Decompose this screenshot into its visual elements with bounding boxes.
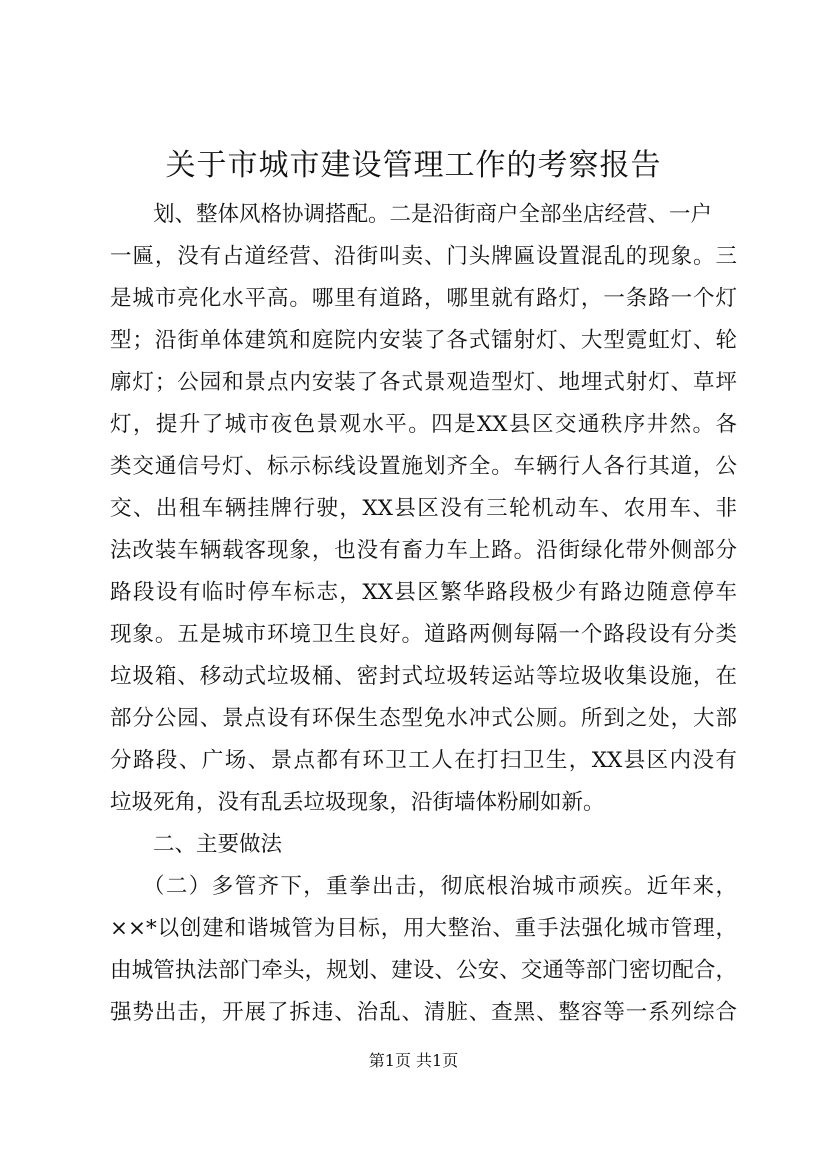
body-line-2: 一匾，没有占道经营、沿街叫卖、门头牌匾设置混乱的现象。三 [110,244,737,269]
section-heading: 二、主要做法 [153,832,283,857]
body-line-7: 类交通信号灯、标示标线设置施划齐全。车辆行人各行其道，公 [110,454,737,479]
body-line-17: （二）多管齐下，重拳出击，彻底根治城市顽疾。近年来， [143,874,737,899]
body-line-12: 垃圾箱、移动式垃圾桶、密封式垃圾转运站等垃圾收集设施，在 [110,664,737,689]
body-line-5: 廓灯；公园和景点内安装了各式景观造型灯、地埋式射灯、草坪 [110,370,737,395]
body-line-9: 法改装车辆载客现象，也没有畜力车上路。沿街绿化带外侧部分 [110,538,737,563]
page-footer: 第1页 共1页 [368,1051,459,1070]
body-line-18: ××*以创建和谐城管为目标，用大整治、重手法强化城市管理， [110,916,737,941]
body-line-10: 路段设有临时停车标志，XX县区繁华路段极少有路边随意停车 [110,580,737,605]
body-line-8: 交、出租车辆挂牌行驶，XX县区没有三轮机动车、农用车、非 [110,496,737,521]
body-line-3: 是城市亮化水平高。哪里有道路，哪里就有路灯，一条路一个灯 [110,286,737,311]
page-title: 关于市城市建设管理工作的考察报告 [165,148,662,183]
body-line-1: 划、整体风格协调搭配。二是沿街商户全部坐店经营、一户 [153,202,713,227]
body-line-19: 由城管执法部门牵头，规划、建设、公安、交通等部门密切配合， [110,958,737,983]
body-line-20: 强势出击，开展了拆违、治乱、清脏、查黑、整容等一系列综合 [110,1000,737,1025]
body-line-15: 垃圾死角，没有乱丢垃圾现象，沿街墙体粉刷如新。 [110,790,605,815]
body-line-6: 灯，提升了城市夜色景观水平。四是XX县区交通秩序井然。各 [110,412,737,437]
body-line-4: 型；沿街单体建筑和庭院内安装了各式镭射灯、大型霓虹灯、轮 [110,328,737,353]
body-line-13: 部分公园、景点设有环保生态型免水冲式公厕。所到之处，大部 [110,706,737,731]
body-line-11: 现象。五是城市环境卫生良好。道路两侧每隔一个路段设有分类 [110,622,737,647]
body-line-14: 分路段、广场、景点都有环卫工人在打扫卫生，XX县区内没有 [110,748,737,773]
